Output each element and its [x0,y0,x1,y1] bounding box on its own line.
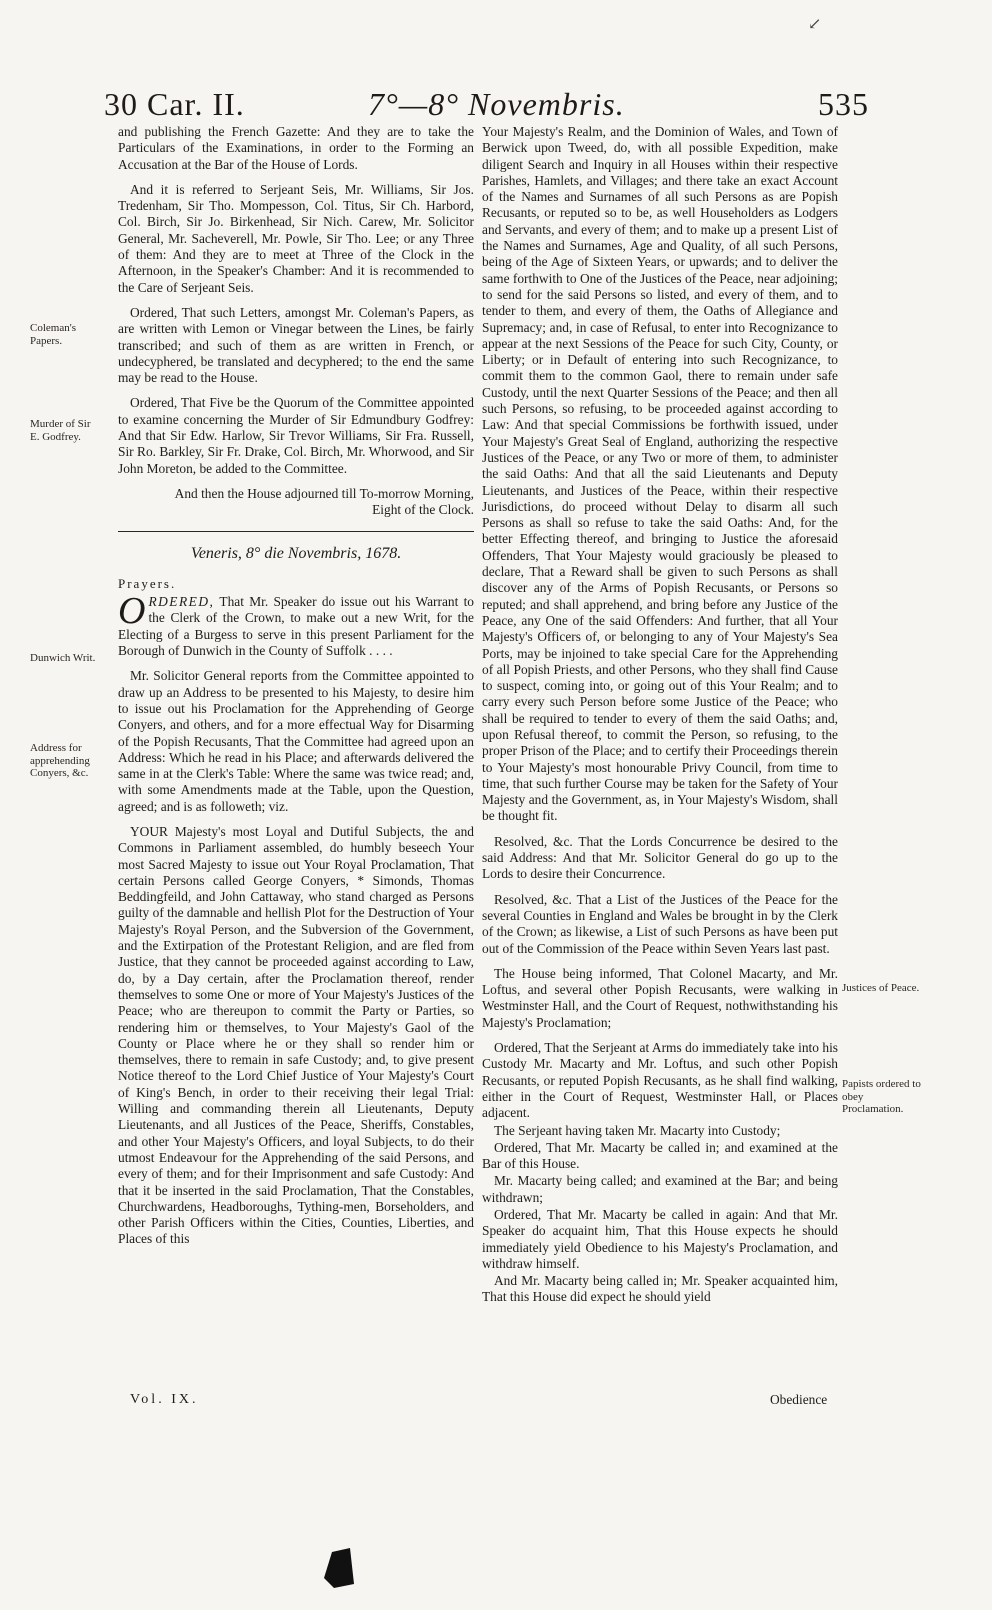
paragraph: Your Majesty's Realm, and the Dominion of Wales, and Town of Berwick upon Tweed, do, with all possible Expedition, make diligent Search and Inquiry in all Houses within their respective Parishes, Hamlets, and Villages; and there take an exact Account of the Names and Surnames of all such Persons as are Popish Recusants, or reputed so to be, as well Householders as Lodgers and Servants, and every of them; and to make up a present List of the Names and Surnames, Age and Quality, of all such Persons, being of the Age of Sixteen Years, or upwards; and to deliver the same forthwith to One of the Justices of the Peace, near adjoining; to send for the said Persons so listed, and every of them, and to tender to them, and every of them, the Oaths of Allegiance and Supremacy; and, in case of Refusal, to enter into Recognizance to appear at the next Sessions of the Peace for such City, County, or Liberty; or in Default of entering into such Recognizance, to commit them to the common Gaol, there to remain under safe Custody, until the next Quarter Sessions of the Peace; and then all such Persons, so refusing, to be proceeded against according to Law: And that special Commissions be forthwith issued, under Your Majesty's Great Seal of England, authorizing the respective Justices of the Peace, or any Two or more of them, to administer the said Oaths: And that all the said Lieutenants and Deputy Lieutenants, and Justices of the Peace, within their respective Jurisdictions, do proceed without Delay to disarm all such Persons as shall so refuse to take the said Oaths: And, for the better Effecting thereof, and bringing to Justice the aforesaid Offenders, That Your Majesty would graciously be pleased to declare, That a Reward shall be given to such Persons as shall discover any of the Arms of Popish Recusants, or Persons so reputed; and shall apprehend, and bring before any Justice of the Peace, any One of the said Offenders: And further, that all Your Majesty's Officers of, or belonging to any of Your Majesty's Sea Ports, may be injoined to take special Care for the Apprehending of all Popish Priests, and other Persons, who they shall find Cause to suspect, coming into, or going out of this Your Realm; and to carry every such Person before some Justice of the Peace; who shall be required to tender to every of them the said Oaths; and, upon Refusal thereof, to commit the Person, so refusing, to the proper Prison of the Place; and to certify their Proceedings therein to Your Majesty's most honourable Privy Council, from time to time, that such further Course may be taken for the Safety of Your Majesty and the Government, as, in Your Majesty's Wisdom, shall be thought fit. [482,124,838,824]
paragraph: Mr. Solicitor General reports from the Committee appointed to draw up an Address to be presented to his Majesty, to desire him to issue out his Proclamation for the Apprehending of George Conyers, and others, and for a more effectual Way for Disarming of the Popish Recusants, That the Committee had agreed upon an Address: Which he read in his Place; and afterwards delivered the same in at the Clerk's Table: Where the same was twice read; and, with some Amendments made at the Table, upon the Question, agreed; and is as followeth; viz. [118,668,474,814]
paragraph: YOUR Majesty's most Loyal and Dutiful Subjects, the and Commons in Parliament assembled, do humbly beseech Your most Sacred Majesty to issue out Your Royal Proclamation, That certain Persons called George Conyers, * Simonds, Thomas Beddingfeild, and John Cattaway, who stand charged as Persons guilty of the damnable and hellish Plot for the Destruction of Your Majesty's Royal Person, and the Subversion of the Government, and the Extirpation of the Protestant Religion, and are fled from Justice, that they cannot be proceeded against according to Law, do, by a Day certain, after the Proclamation thereof, render themselves to some One or more of Your Majesty's Justices of the Peace; who are thereupon to commit the Party or Parties, so rendering him or themselves, to Your Majesty's Gaol of the County or Place where he or they shall so render him or themselves, there to remain in safe Custody; and, to give present Notice thereof to the Lord Chief Justice of Your Majesty's Court of King's Bench, in order to their receiving their legal Trial: Willing and commanding therein all Lieutenants, Deputy Lieutenants, and all Justices of the Peace, Sheriffs, Constables, and other Your Majesty's Officers, and loyal Subjects, to do their utmost Endeavour for the Apprehending of the said Persons, and every of them; and for their Imprisonment and safe Custody: And that it be inserted in the said Proclamation, That the Constables, Churchwardens, Headboroughs, Tything-men, Borseholders, and other Parish Officers within the Cities, Counties, Liberties, and Places of this [118,823,474,1247]
left-column [118,124,474,1257]
paragraph: and publishing the French Gazette: And they are to take the Particulars of the Examinations, in order to the Forming an Accusation at the Bar of the House of Lords. [118,124,474,172]
paragraph: Resolved, &c. That the Lords Concurrence be desired to the said Address: And that Mr. Solicitor General do go up to the Lords to desire their Concurrence. [482,833,838,882]
paragraph: And Mr. Macarty being called in; Mr. Speaker acquainted him, That this House did expect he should yield [482,1273,838,1305]
pen-mark: ↙ [808,16,822,33]
paragraph: The Serjeant having taken Mr. Macarty into Custody; [494,1122,781,1138]
margin-note-dunwich: Dunwich Writ. [30,652,96,664]
date-heading: Veneris, 8° die Novembris, 1678. [190,544,402,562]
margin-note-papists: Papists ordered to obey Proclamation. [842,1078,921,1115]
drop-cap: O [118,590,146,633]
header-date: 7°—8° Novembris. [368,86,625,122]
signature-mark: Vol. IX. [130,1392,199,1407]
margin-note-murder: Murder of Sir E. Godfrey. [30,418,91,443]
margin-note-coleman: Coleman's Papers. [30,322,76,347]
paragraph: Ordered, That Mr. Macarty be called in; and examined at the Bar of this House. [482,1139,838,1172]
paragraph-text: That Mr. Speaker do issue out his Warrant to the Clerk of the Crown, to make out a new Writ, for the Electing of a Burgess to serve in this present Parliament for the Borough of Dunwich in the County of Suffolk . . . . [118,594,475,659]
adjournment: And then the House adjourned till To-morrow Morning, Eight of the Clock. [174,485,474,518]
margin-note-address: Address for apprehending Conyers, &c. [30,742,90,779]
paragraph: Mr. Macarty being called; and examined at the Bar; and being withdrawn; [482,1173,838,1205]
paragraph: Ordered, That the Serjeant at Arms do immediately take into his Custody Mr. Macarty and Mr. Loftus, and such other Popish Recusants, or reputed Popish Recusants, as he shall find walking, either in the Court of Request, Westminster Hall, or Places adjacent. [482,1040,838,1121]
ordered-caps: RDERED, [148,594,215,610]
right-column [482,124,838,1307]
prayers-heading: Prayers. [118,575,177,591]
paragraph: And it is referred to Serjeant Seis, Mr. Williams, Sir Jos. Tredenham, Sir Tho. Mompesson, Col. Titus, Sir Ch. Harbord, Col. Birch, Sir Jo. Birkenhead, Sir Nich. Carew, Mr. Solicitor General, Mr. Sacheverell, Mr. Powle, Sir Tho. Lee; or any Three of them: And they are to meet at Three of the Clock in the Afternoon, in the Speaker's Chamber: And it is recommended to the Care of Serjeant Seis. [118,181,474,295]
paragraph: The House being informed, That Colonel Macarty, and Mr. Loftus, and several other Popish Recusants, were walking in Westminster Hall, and the Court of Request, nothwithstanding his Majesty's Proclamation; [482,965,838,1030]
margin-note-justices: Justices of Peace. [842,982,920,994]
paragraph: Ordered, That such Letters, amongst Mr. Coleman's Papers, as are written with Lemon or Vinegar between the Lines, be fairly transcribed; and such of them as are written in French, or undecyphered, be translated and decyphered; to the end the same may be read to the House. [118,304,474,386]
header-session: 30 Car. II. [104,86,245,122]
section-rule [118,531,474,532]
paragraph: Resolved, &c. That a List of the Justices of the Peace for the several Counties in England and Wales be brought in by the Clerk of the Crown; as likewise, a List of such Persons as have been put out of the Commission of the Peace within Seven Years last past. [482,891,838,956]
paragraph: Ordered, That Mr. Macarty be called in again: And that Mr. Speaker do acquaint him, That this House expects he should immediately yield Obedience to his Majesty's Proclamation, and withdraw himself. [482,1207,838,1271]
catchword: Obedience [770,1392,828,1407]
ink-blot [320,1548,354,1588]
page-number: 535 [818,86,869,122]
paragraph: Ordered, That Five be the Quorum of the Committee appointed to examine concerning the Murder of Sir Edmundbury Godfrey: And that Sir Edw. Harlow, Sir Trevor Williams, Sir Fra. Russell, Sir Ro. Barkley, Sir Fr. Drake, Col. Birch, Mr. Whorwood, and Sir John Moreton, be added to the Committee. [118,395,474,476]
paragraph [118,590,475,659]
